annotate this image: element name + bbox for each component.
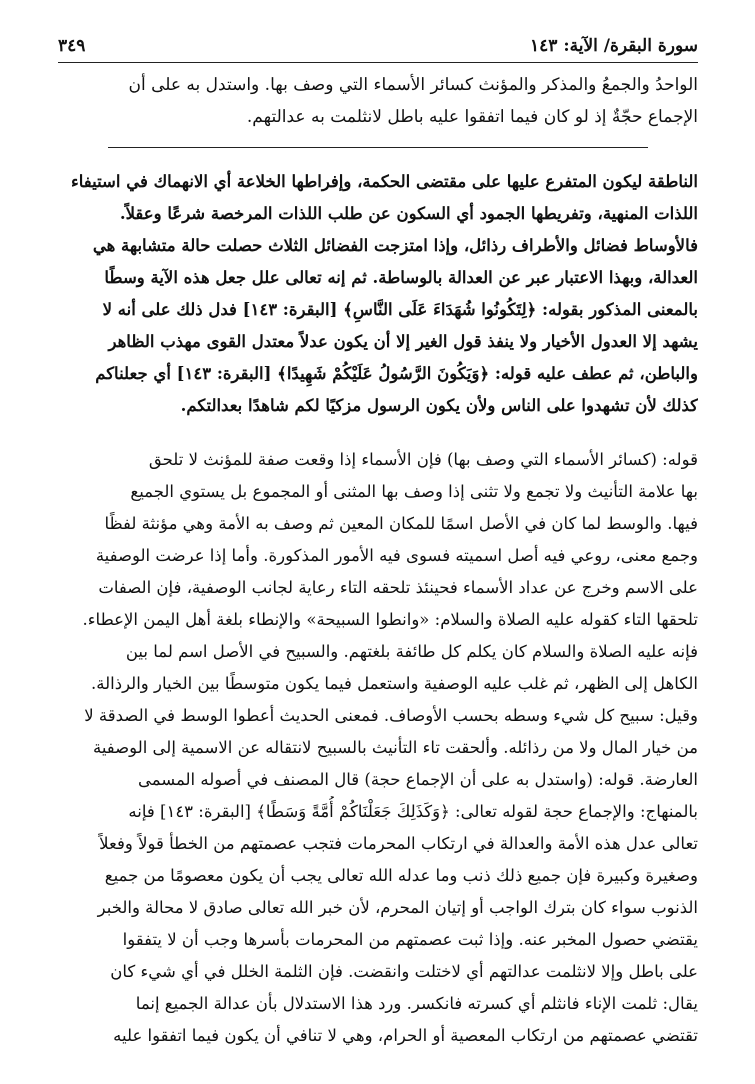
text-line: من خيار المال ولا من رذائله. وألحقت تاء التأنيث بالسبيح لانتقاله عن الاسمية إلى الوصفية bbox=[92, 738, 698, 757]
text-line: كذلك لأن تشهدوا على الناس ولأن يكون الرسول مزكيًا لكم شاهدًا بعدالتكم. bbox=[180, 396, 698, 415]
text-line: بالمنهاج: والإجماع حجة لقوله تعالى: ﴿وَكَذَلِكَ جَعَلْنَاكُمْ أُمَّةً وَسَطًا﴾ [البقرة: ١٤٣] فإنه bbox=[128, 802, 698, 821]
commentary-text bbox=[58, 166, 698, 422]
text-line: على باطل وإلا لانثلمت عدالتهم أي لاختلت وانقضت. فإن الثلمة الخلل في أي شيء كان bbox=[110, 962, 698, 981]
text-line: والباطن، ثم عطف عليه قوله: ﴿وَيَكُونَ الرَّسُولُ عَلَيْكُمْ شَهِيدًا﴾ [البقرة: ١٤٣] أي جعلناكم bbox=[95, 364, 698, 383]
text-line: تقتضي عصمتهم من ارتكاب المعصية أو الحرام، وهي لا تنافي أن يكون فيما اتفقوا عليه bbox=[113, 1026, 698, 1045]
text-line: قوله: (كسائر الأسماء التي وصف بها) فإن الأسماء إذا وقعت صفة للمؤنث لا تلحق bbox=[148, 450, 698, 469]
page-header bbox=[58, 32, 698, 63]
text-line: بالمعنى المذكور بقوله: ﴿لِتَكُونُوا شُهَدَاءَ عَلَى النَّاسِ﴾ [البقرة: ١٤٣] فدل ذلك على أنه لا bbox=[102, 300, 698, 319]
book-page bbox=[58, 32, 698, 1062]
tafsir-text bbox=[58, 69, 698, 133]
text-line: العدالة، وبهذا الاعتبار عبر عن العدالة بالوساطة. ثم إنه تعالى علل جعل هذه الآية وسطًا bbox=[104, 268, 698, 287]
text-line: الناطقة ليكون المتفرع عليها على مقتضى الحكمة، وإفراطها الخلاعة أي الانهماك في استيفاء bbox=[70, 172, 698, 191]
text-line: يشهد إلا العدول الأخيار ولا ينفذ قول الغير إلا أن يكون عدلاً معتدل القوى مهذب الظاهر bbox=[108, 332, 698, 351]
text-line: وصغيرة وكبيرة فإن جميع ذلك ذنب وما عدله الله تعالى يجب أن يكون معصومًا من جميع bbox=[104, 866, 698, 885]
text-line: على الاسم وخرج عن عداد الأسماء فحينئذ تلحقه التاء رعاية لجانب الوصفية، فإن الصفات bbox=[98, 578, 698, 597]
text-line: اللذات المنهية، وتفريطها الجمود أي السكون عن طلب اللذات المرخصة شرعًا وعقلاً. bbox=[119, 204, 698, 223]
text-line: وجمع معنى، روعي فيه أصل اسميته فسوى فيه الأمور المذكورة. وأما إذا عرضت الوصفية bbox=[95, 546, 698, 565]
text-line: الواحدُ والجمعُ والمذكر والمؤنث كسائر الأسماء التي وصف بها. واستدل به على أن bbox=[128, 75, 698, 95]
hashiya-text bbox=[58, 444, 698, 1052]
text-line: فإنه عليه الصلاة والسلام كان يكلم كل طائفة بلغتهم. والسبيح في الأصل اسم لما بين bbox=[125, 642, 698, 661]
text-line: تلحقها التاء كقوله عليه الصلاة والسلام: «وانطوا السبيحة» والإنطاء بلغة أهل اليمن الإعطاء. bbox=[82, 610, 698, 629]
text-line: وقيل: سبيح كل شيء وسطه بحسب الأوصاف. فمعنى الحديث أعطوا الوسط في الصدقة لا bbox=[84, 706, 698, 725]
text-line: الإجماع حجّةٌ إذ لو كان فيما اتفقوا عليه باطل لانثلمت به عدالتهم. bbox=[246, 107, 698, 127]
text-line: يقتضي حصول المخبر عنه. وإذا ثبت عصمتهم من المحرمات بأسرها وجب أن لا يتفقوا bbox=[122, 930, 698, 949]
text-line: فالأوساط فضائل والأطراف رذائل، وإذا امتزجت الفضائل الثلاث حصلت حالة متشابهة هي bbox=[92, 236, 698, 255]
text-line: فيها. والوسط لما كان في الأصل اسمًا للمكان المعين ثم وصف به الأمة وهي مؤنثة لفظًا bbox=[104, 514, 698, 533]
text-line: يقال: ثلمت الإناء فانثلم أي كسرته فانكسر. ورد هذا الاستدلال بأن عدالة الجميع إنما bbox=[135, 994, 698, 1013]
separator-line bbox=[108, 147, 648, 148]
text-line: تعالى عدل هذه الأمة والعدالة في ارتكاب المحرمات فتجب عصمتهم من الخطأ قولاً وفعلاً bbox=[99, 834, 698, 853]
text-line: الكاهل إلى الظهر، ثم غلب عليه الوصفية واستعمل فيما يكون متوسطًا بين الخيار والرذالة. bbox=[91, 674, 698, 693]
text-line: الذنوب سواء كان بترك الواجب أو إتيان المحرم، لأن خبر الله تعالى صادق لا محالة والخبر bbox=[97, 898, 698, 917]
text-line: العارضة. قوله: (واستدل به على أن الإجماع حجة) قال المصنف في أصوله المسمى bbox=[137, 770, 698, 789]
surah-title: سورة البقرة/ الآية: ١٤٣ bbox=[530, 36, 698, 56]
page-number: ٣٤٩ bbox=[58, 36, 86, 56]
text-line: بها علامة التأنيث ولا تجمع ولا تثنى إذا وصف بها المثنى أو المجموع بل يستوي الجميع bbox=[130, 482, 698, 501]
